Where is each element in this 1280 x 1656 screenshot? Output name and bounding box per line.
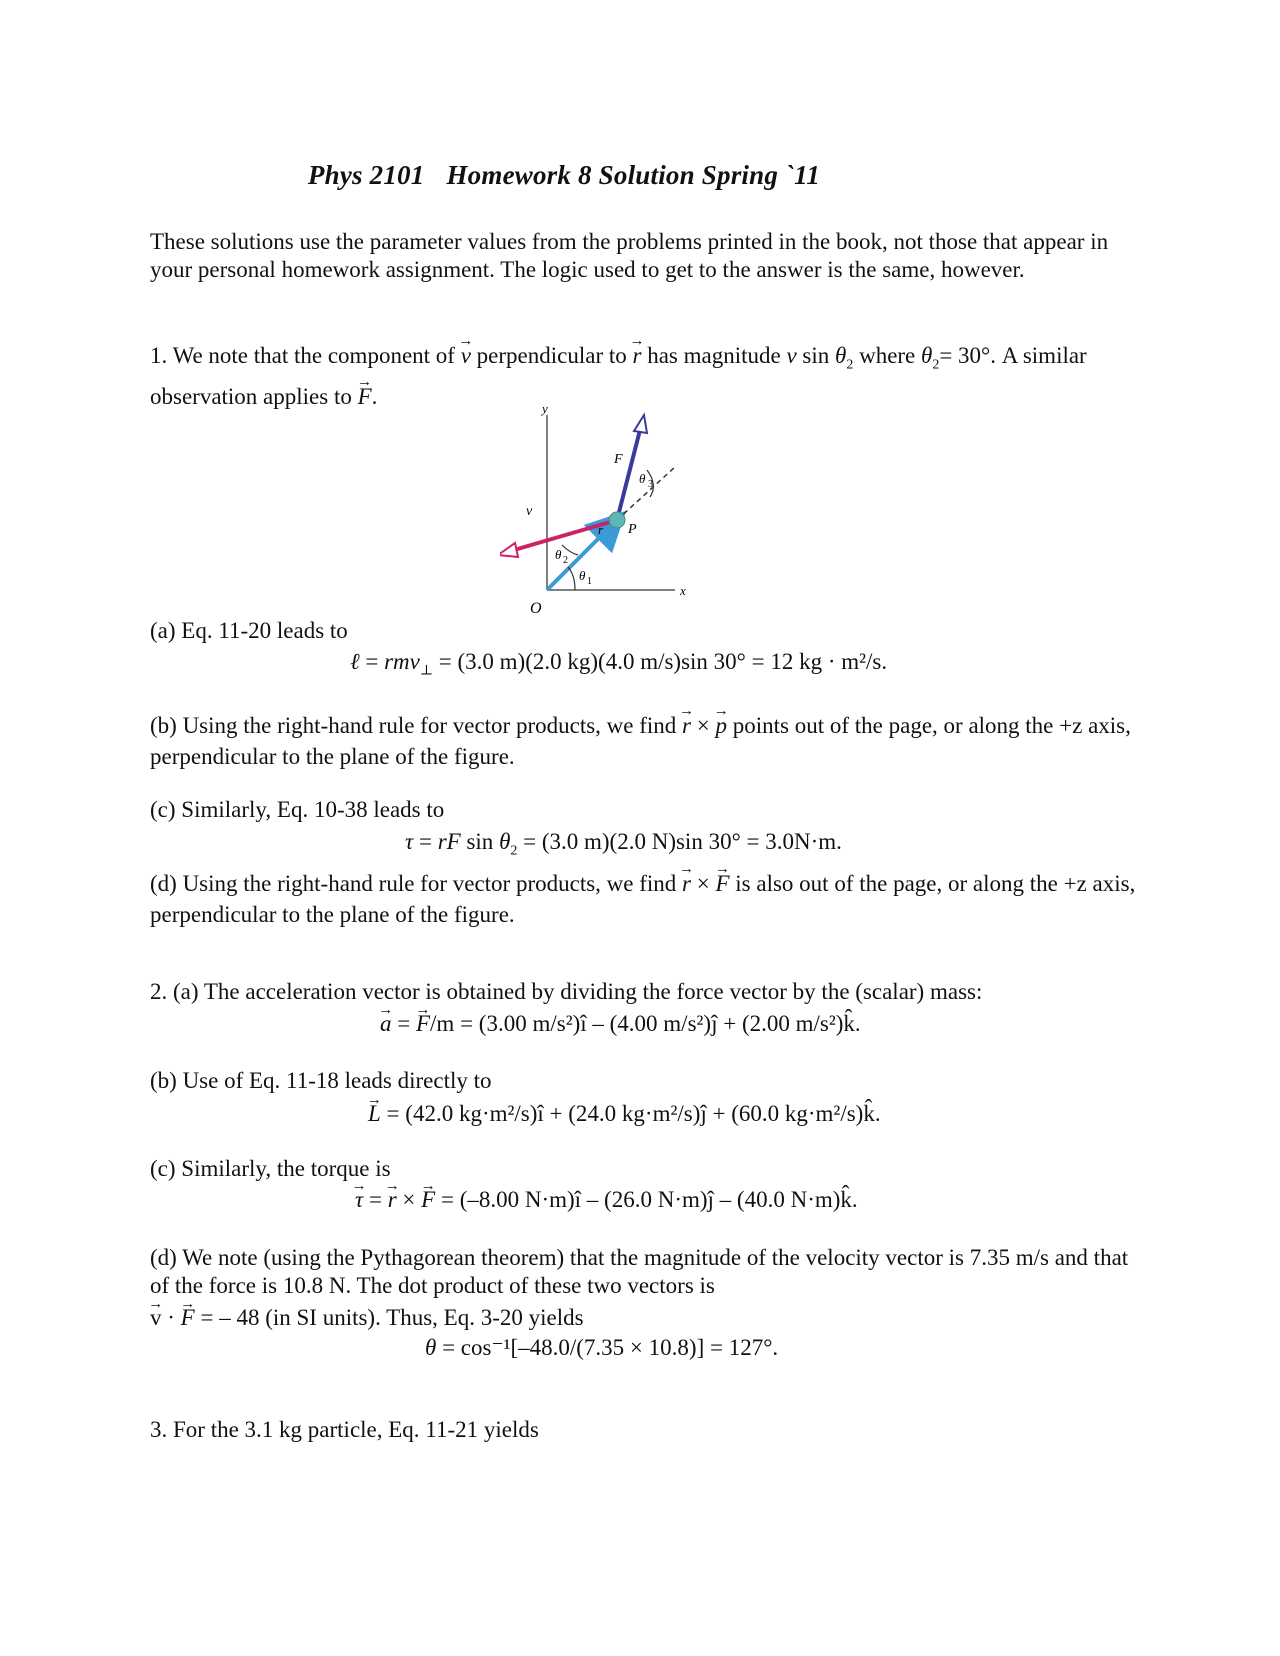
page-title xyxy=(0,160,1128,191)
particle-p xyxy=(609,512,625,528)
problem-1a-equation: ℓ = rmv$_\perp$ = (3.0 m)(2.0 kg)(4.0 m/s)sin 30° = 12 kg · m²/s. xyxy=(350,649,888,679)
v-label: v xyxy=(526,504,533,519)
problem-1d: (d) Using the right-hand rule for vector products, we find → r × → F is also out of the page, or along the +z axis, perpendicular to the plane of the figure. xyxy=(150,868,1150,930)
vector-diagram xyxy=(500,405,740,635)
f-label: F xyxy=(614,452,623,467)
svg-text:θ: θ xyxy=(579,568,586,583)
problem-2d-dot-product: → v · → F = – 48 (in SI units). Thus, Eq. 3-20 yields xyxy=(150,1304,584,1332)
problem-2d-equation: θ = cos⁻¹[–48.0/(7.35 × 10.8)] = 127°. xyxy=(425,1335,779,1360)
problem-2a-equation: → a = → F/m = (3.00 m/s²)î – (4.00 m/s²)ĵ + (2.00 m/s²)k̂. xyxy=(380,1010,861,1038)
problem-2c-label: (c) Similarly, the torque is xyxy=(150,1156,391,1181)
y-axis-label: y xyxy=(542,405,548,416)
p-label: P xyxy=(628,522,637,537)
problem-1b: (b) Using the right-hand rule for vector products, we find → r × → p points out of the page, or along the +z axis, perpendicular to the plane of the figure. xyxy=(150,710,1150,772)
problem-2b-equation: → L = (42.0 kg·m²/s)î + (24.0 kg·m²/s)ĵ + (60.0 kg·m²/s)k̂. xyxy=(368,1100,881,1128)
title-rest: Homework 8 Solution Spring `11 xyxy=(446,160,821,190)
svg-text:2: 2 xyxy=(563,555,568,566)
problem-2a-label: 2. (a) The acceleration vector is obtained by dividing the force vector by the (scalar) mass: xyxy=(150,979,983,1004)
svg-text:θ: θ xyxy=(639,471,646,486)
f-arrowhead xyxy=(634,415,647,433)
problem-1a-label: (a) Eq. 11-20 leads to xyxy=(150,618,348,643)
problem-2d-text: (d) We note (using the Pythagorean theorem) that the magnitude of the velocity vector is 7.35 m/s and that of the force is 10.8 N. The dot product of these two vectors is xyxy=(150,1245,1129,1298)
origin-label: O xyxy=(530,600,542,617)
x-axis-label: x xyxy=(680,583,686,598)
problem-2c-equation: → τ = → r × → F = (–8.00 N·m)î – (26.0 N·m)ĵ – (40.0 N·m)k̂. xyxy=(355,1186,858,1214)
intro-paragraph: These solutions use the parameter values from the problems printed in the book, not those that appear in your personal homework assignment. The logic used to get to the answer is the same, however. xyxy=(150,229,1109,282)
problem-1-intro: 1. We note that the component of → v perpendicular to → r has magnitude v $\sin \theta_2$ where $\theta_2= 30^\circ$. A similar observation applies to → F. xyxy=(150,340,1150,412)
f-vector xyxy=(617,430,640,520)
problem-1c-label: (c) Similarly, Eq. 10-38 leads to xyxy=(150,797,445,822)
v-arrowhead xyxy=(500,543,518,557)
title-course: Phys 2101 xyxy=(307,160,425,190)
svg-text:θ: θ xyxy=(555,547,562,562)
problem-2b-label: (b) Use of Eq. 11-18 leads directly to xyxy=(150,1068,492,1093)
problem-3-label: 3. For the 3.1 kg particle, Eq. 11-21 yields xyxy=(150,1417,539,1442)
r-label: r xyxy=(598,522,604,537)
svg-text:1: 1 xyxy=(587,576,592,587)
svg-text:3: 3 xyxy=(648,479,653,490)
problem-1c-equation: τ = rF $\sin \theta_2 = (3.0$ m)(2.0 N)sin 30° = 3.0N·m. xyxy=(405,829,842,859)
